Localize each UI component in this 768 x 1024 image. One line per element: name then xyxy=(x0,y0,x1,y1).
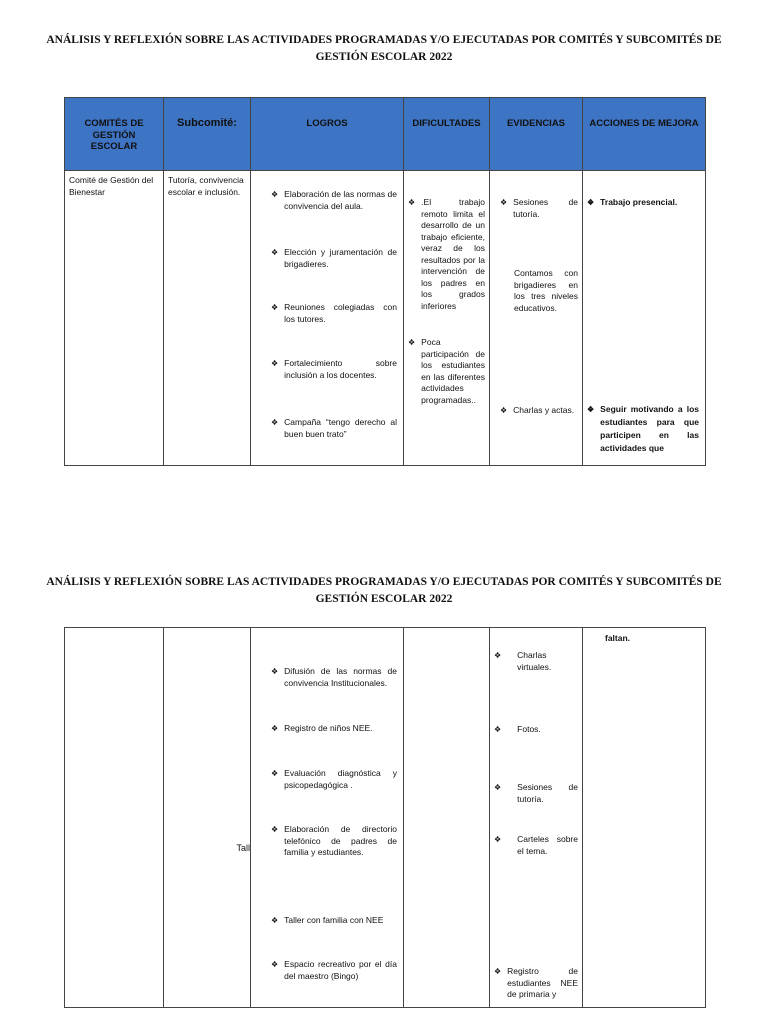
list-item: ❖ .El trabajo remoto limita el desarrollo de un trabajo eficiente, veraz de los resultados por la intervención de los padres en los grados inferiores xyxy=(408,197,485,311)
cell-dificultades xyxy=(404,171,490,466)
table-row xyxy=(65,171,706,466)
page-title-line1: ANÁLISIS Y REFLEXIÓN SOBRE LAS ACTIVIDADES PROGRAMADAS Y/O EJECUTADAS POR COMITÉS Y SUBCOMITÉS DE xyxy=(46,576,722,588)
diamond-bullet-icon: ❖ xyxy=(271,359,279,368)
diamond-bullet-icon: ❖ xyxy=(271,916,279,925)
cell-acciones xyxy=(583,628,706,1008)
cell-subcomite: Tutoría, convivencia escolar e inclusión. xyxy=(164,171,251,466)
list-item: ❖ Sesiones de tutoría. xyxy=(494,782,578,804)
cell-comite-empty xyxy=(65,628,164,1008)
diamond-bullet-icon: ❖ xyxy=(271,418,279,427)
diamond-bullet-icon: ❖ xyxy=(271,825,279,834)
cell-dificultades-empty xyxy=(404,628,490,1008)
diamond-bullet-icon: ❖ xyxy=(500,406,508,415)
list-item: ❖ Difusión de las normas de convivencia Institucionales. xyxy=(271,666,397,688)
list-item: ❖ Sesiones de tutoría. xyxy=(500,197,578,219)
cell-evidencias xyxy=(490,171,583,466)
page-title-line2: GESTIÓN ESCOLAR 2022 xyxy=(315,593,453,605)
header-dificultades: DIFICULTADES xyxy=(404,98,490,171)
cell-subcomite xyxy=(164,628,251,1008)
diamond-bullet-icon: ❖ xyxy=(500,198,508,207)
header-comites: COMITÉS DE GESTIÓN ESCOLAR xyxy=(65,98,164,171)
list-item: ❖ Poca participación de los estudiantes en las diferentes actividades programadas.. xyxy=(408,337,485,405)
subcomite-fragment: Tall xyxy=(236,843,250,853)
list-item: ❖ Registro de niños NEE. xyxy=(271,723,373,733)
list-item: ❖ Carteles sobre el tema. xyxy=(494,834,578,856)
list-item: ❖ Charlas virtuales. xyxy=(494,650,552,672)
diamond-bullet-icon: ❖ xyxy=(494,783,502,792)
cell-logros xyxy=(251,171,404,466)
list-item: ❖ Espacio recreativo por el día del maestro (Bingo) xyxy=(271,959,397,981)
diamond-bullet-icon: ❖ xyxy=(494,725,502,734)
page-title xyxy=(40,32,728,66)
acciones-continued: faltan. xyxy=(605,633,631,643)
diamond-bullet-icon: ❖ xyxy=(271,724,279,733)
diamond-bullet-icon: ❖ xyxy=(408,338,416,347)
list-item: ❖ Elaboración de las normas de convivencia del aula. xyxy=(271,189,397,211)
cell-acciones xyxy=(583,171,706,466)
diamond-bullet-icon: ❖ xyxy=(271,248,279,257)
list-item: ❖ Fotos. xyxy=(494,724,541,734)
activities-table-page2 xyxy=(64,627,706,1008)
page-title-line1: ANÁLISIS Y REFLEXIÓN SOBRE LAS ACTIVIDADES PROGRAMADAS Y/O EJECUTADAS POR COMITÉS Y SUBCOMITÉS DE xyxy=(46,34,722,46)
list-item: Contamos con brigadieres en los tres niveles educativos. xyxy=(514,268,578,313)
diamond-bullet-icon: ❖ xyxy=(271,667,279,676)
header-evidencias: EVIDENCIAS xyxy=(490,98,583,171)
header-acciones: ACCIONES DE MEJORA xyxy=(583,98,706,171)
list-item: ❖ Elección y juramentación de brigadieres. xyxy=(271,247,397,269)
list-item: ❖ Elaboración de directorio telefónico de padres de familia y estudiantes. xyxy=(271,824,397,857)
list-item: ❖ Reuniones colegiadas con los tutores. xyxy=(271,302,397,324)
list-item: ❖ Trabajo presencial. xyxy=(587,197,678,207)
diamond-bullet-icon: ❖ xyxy=(494,967,502,976)
list-item: ❖ Seguir motivando a los estudiantes para que participen en las actividades que xyxy=(587,404,699,453)
page-title-2 xyxy=(40,574,728,608)
header-logros: LOGROS xyxy=(251,98,404,171)
diamond-bullet-icon: ❖ xyxy=(494,835,502,844)
diamond-bullet-icon: ❖ xyxy=(408,198,416,207)
list-item: ❖ Charlas y actas. xyxy=(500,405,575,415)
list-item: ❖ Registro de estudiantes NEE de primaria y xyxy=(494,966,578,999)
table-row xyxy=(65,628,706,1008)
page-title-line2: GESTIÓN ESCOLAR 2022 xyxy=(315,51,453,63)
list-item: ❖ Campaña “tengo derecho al buen buen trato” xyxy=(271,417,397,439)
cell-evidencias xyxy=(490,628,583,1008)
diamond-bullet-icon: ❖ xyxy=(271,190,279,199)
list-item: ❖ Evaluación diagnóstica y psicopedagógica . xyxy=(271,768,397,790)
cell-logros xyxy=(251,628,404,1008)
diamond-bullet-icon: ❖ xyxy=(587,405,595,414)
list-item: ❖ Taller con familia con NEE xyxy=(271,915,384,925)
diamond-bullet-icon: ❖ xyxy=(587,198,595,207)
list-item: ❖ Fortalecimiento sobre inclusión a los docentes. xyxy=(271,358,397,380)
header-subcomite: Subcomité: xyxy=(164,98,251,171)
cell-comite: Comité de Gestión del Bienestar xyxy=(65,171,164,466)
diamond-bullet-icon: ❖ xyxy=(271,769,279,778)
diamond-bullet-icon: ❖ xyxy=(271,960,279,969)
diamond-bullet-icon: ❖ xyxy=(271,303,279,312)
diamond-bullet-icon: ❖ xyxy=(494,651,502,660)
table-header-row xyxy=(65,98,706,171)
activities-table-page1 xyxy=(64,97,706,466)
